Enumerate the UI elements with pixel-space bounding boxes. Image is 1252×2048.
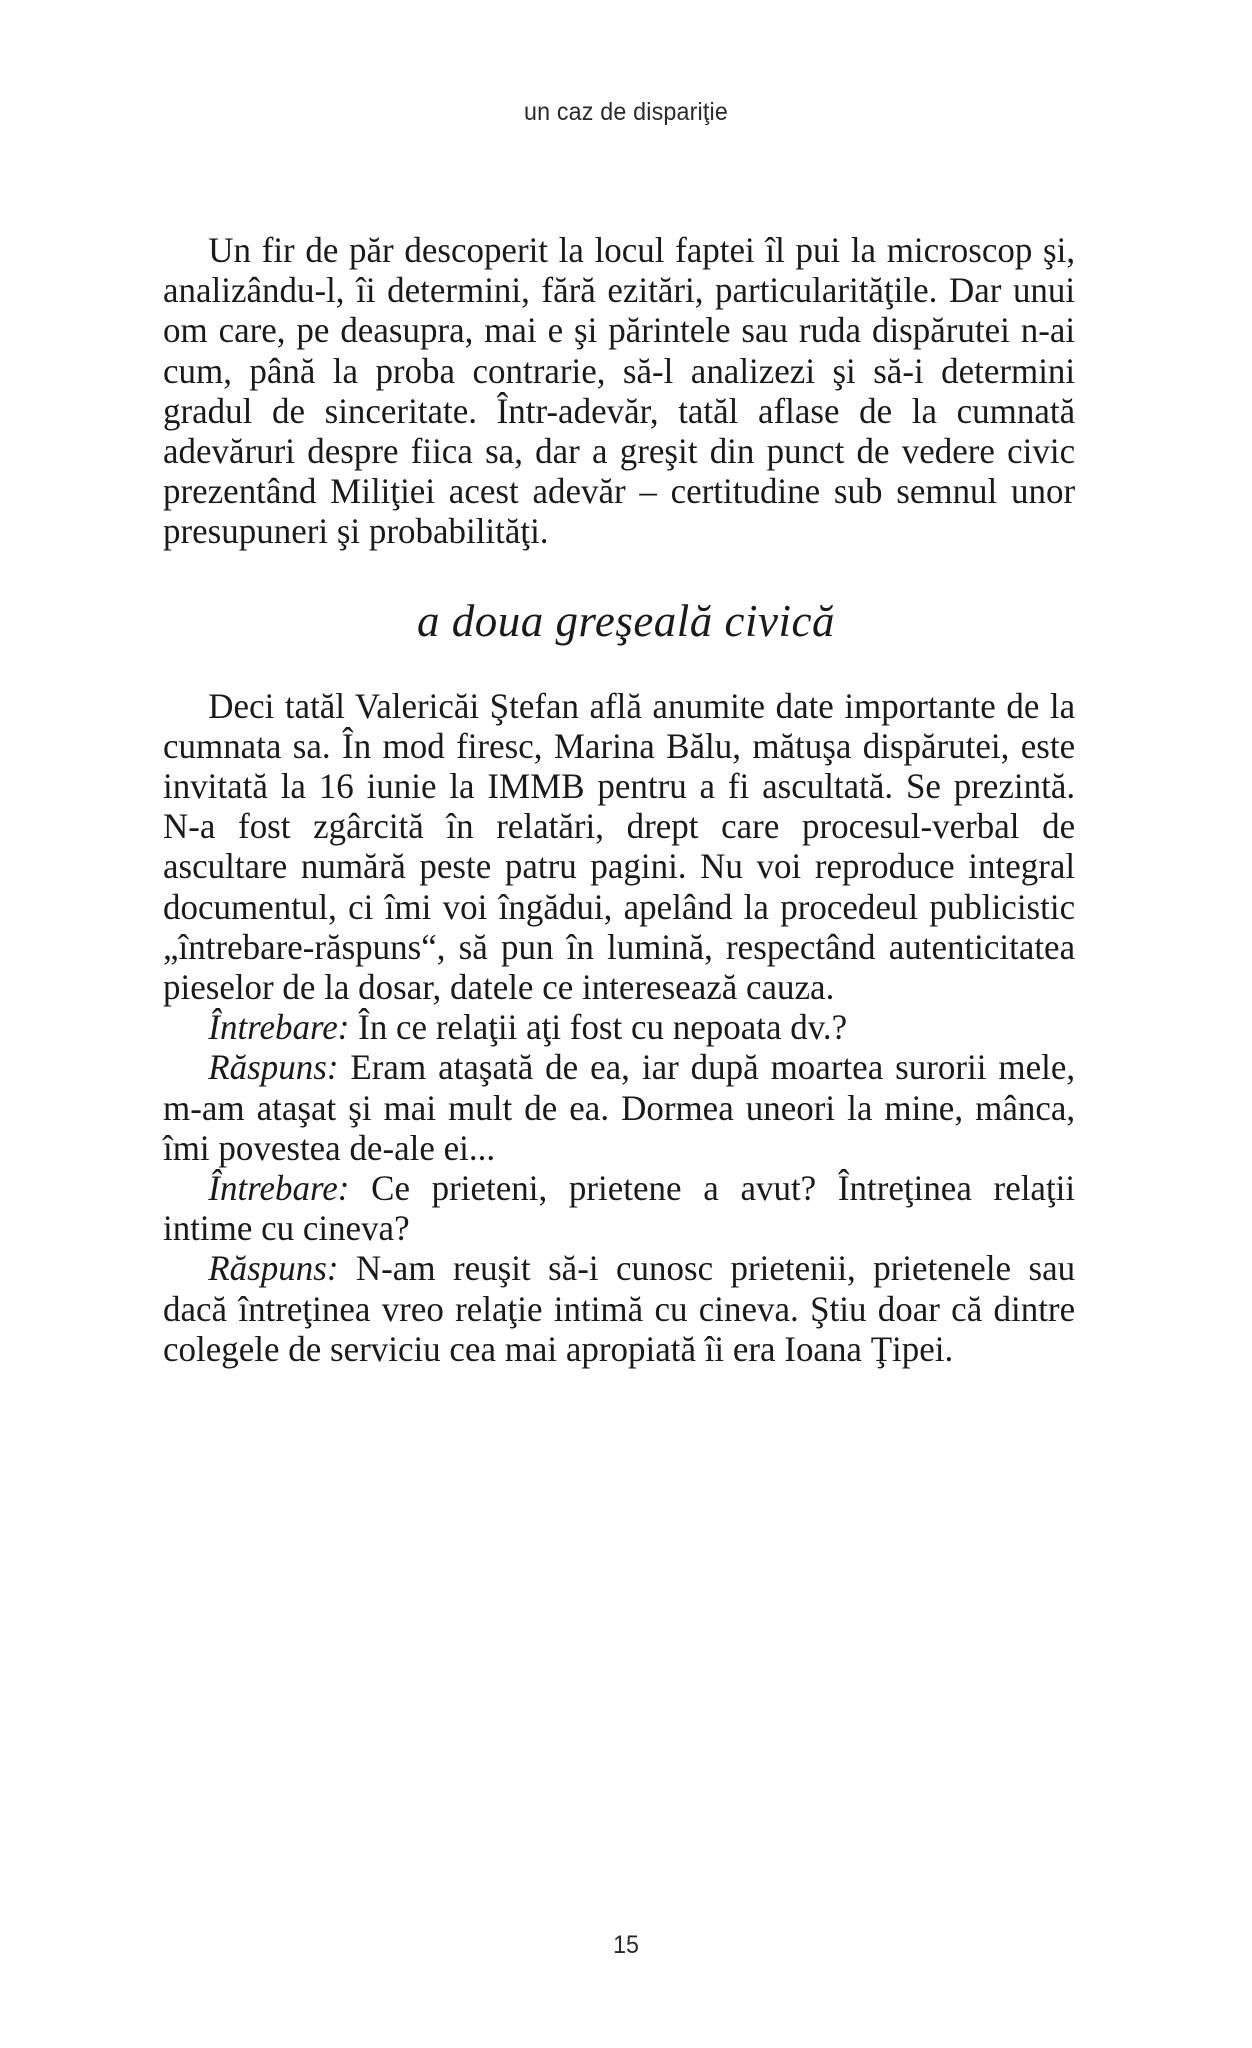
qa-label-intrebare: Întrebare: <box>208 1168 350 1209</box>
qa-label-raspuns: Răspuns: <box>208 1248 339 1289</box>
qa-item-1 <box>163 1007 1075 1047</box>
paragraph-1: Un fir de păr descoperit la locul faptei îl pui la microscop şi, analizându-l, îi determini, fără ezitări, particularităţile. Dar unui om care, pe deasupra, mai e şi părintele sau ruda dispărutei n-ai cum, până la proba contrarie, să-l analizezi şi să-i determini gradul de sinceritate. Într-adevăr, tatăl aflase de la cumnată adevăruri despre fiica sa, dar a greşit din punct de vedere civic prezentând Miliţiei acest adevăr – certitudine sub semnul unor presupuneri şi probabilităţi. <box>163 230 1076 552</box>
qa-item-3 <box>163 1168 1075 1248</box>
qa-text: N-am reuşit să-i cunosc prietenii, prietenele sau dacă întreţinea vreo relaţie intimă cu cineva. Ştiu doar că dintre colegele de serviciu cea mai apropiată îi era Ioana Ţipei. <box>163 1248 1076 1369</box>
qa-text: Eram ataşată de ea, iar după moartea surorii mele, m-am ataşat şi mai mult de ea. Dormea uneori la mine, mânca, îmi povestea de-ale ei... <box>163 1047 1076 1168</box>
qa-text: Ce prieteni, prietene a avut? Întreţinea relaţii intime cu cineva? <box>163 1168 1076 1249</box>
qa-item-2 <box>163 1047 1075 1168</box>
section-heading: a doua greşeală civică <box>417 595 835 646</box>
qa-item-4 <box>163 1248 1075 1369</box>
qa-label-intrebare: Întrebare: <box>208 1007 350 1048</box>
page-number: 15 <box>613 1931 639 1959</box>
qa-text: În ce relaţii aţi fost cu nepoata dv.? <box>349 1007 848 1048</box>
running-head: un caz de dispariţie <box>523 98 729 126</box>
text-block <box>163 230 1089 1369</box>
qa-label-raspuns: Răspuns: <box>208 1047 339 1088</box>
paragraph-2: Deci tatăl Valericăi Ştefan află anumite date importante de la cumnata sa. În mod firesc, Marina Bălu, mătuşa dispărutei, este invitată la 16 iunie la IMMB pentru a fi ascultată. Se prezintă. N-a fost zgârcită în relatări, drept care procesul-verbal de ascultare numără peste patru pagini. Nu voi reproduce integral documentul, ci îmi voi îngădui, apelând la procedeul publicistic „întrebare-răspuns“, să pun în lumină, respectând autenticitatea pieselor de la dosar, datele ce interesează cauza. <box>163 685 1076 1008</box>
